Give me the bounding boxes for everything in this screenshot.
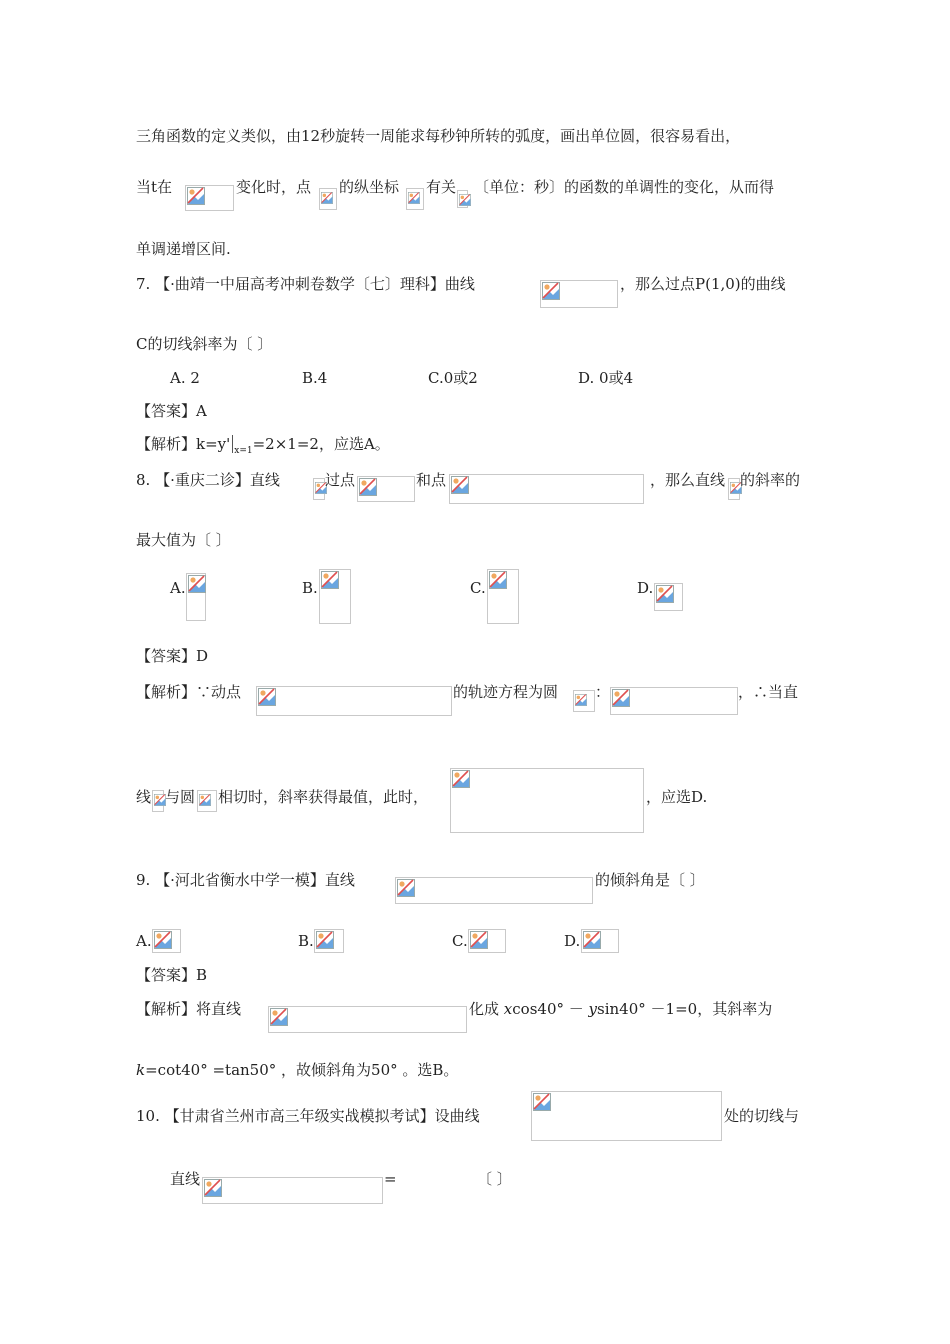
broken-image-icon [583, 931, 601, 949]
q8-option-a: A. [170, 579, 186, 597]
formula-image [152, 929, 181, 953]
q8-analysis-d: ，∴当直 [738, 683, 799, 701]
q7-analysis-b: =2×1=2，应选A。 [252, 435, 390, 453]
broken-image-icon [656, 585, 674, 603]
broken-image-icon [199, 792, 211, 808]
broken-image-icon [316, 931, 334, 949]
paragraph-line-2-a: 当t在 [136, 178, 173, 196]
q7-option-a: A. 2 [170, 369, 200, 387]
q7-option-b: B.4 [302, 369, 328, 387]
q9-answer: 【答案】B [136, 966, 208, 984]
q7-stem-a: 7. 【·曲靖一中届高考冲刺卷数学〔七〕理科】曲线 [136, 275, 475, 293]
q8-stem-c: 和点 [416, 471, 447, 489]
q9-option-b: B. [298, 932, 314, 950]
formula-image [152, 790, 164, 812]
broken-image-icon [612, 689, 630, 707]
q8-analysis-e: 线 [136, 788, 152, 806]
q7-answer: 【答案】A [136, 402, 207, 420]
formula-image [395, 877, 593, 904]
q7-stem-c: C的切线斜率为〔 〕 [136, 335, 273, 353]
broken-image-icon [397, 879, 415, 897]
broken-image-icon [575, 692, 587, 708]
formula-image [457, 190, 468, 208]
q7-option-c: C.0或2 [428, 369, 478, 387]
formula-image [468, 929, 506, 953]
q9-option-c: C. [452, 932, 468, 950]
q8-answer: 【答案】D [136, 647, 209, 665]
broken-image-icon [470, 931, 488, 949]
q8-option-c: C. [470, 579, 486, 597]
formula-image [202, 1177, 383, 1204]
formula-image [573, 690, 595, 712]
broken-image-icon [270, 1008, 288, 1026]
q8-stem-e: 的斜率的 [740, 471, 801, 489]
q10-stem-d: = [384, 1170, 397, 1188]
broken-image-icon [459, 192, 471, 208]
formula-image [185, 185, 234, 211]
q9-analysis-a: 【解析】将直线 [136, 1000, 242, 1018]
formula-image [581, 929, 619, 953]
q8-stem-f: 最大值为〔 〕 [136, 531, 231, 549]
broken-image-icon [321, 571, 339, 589]
var-k: k [136, 1061, 146, 1079]
q7-option-d: D. 0或4 [578, 369, 634, 387]
formula-image [450, 768, 644, 833]
q10-stem-b: 处的切线与 [724, 1107, 800, 1125]
var-y: y [588, 1000, 598, 1018]
formula-image [357, 476, 415, 502]
broken-image-icon [258, 688, 276, 706]
q10-stem-c: 直线 [170, 1170, 201, 1188]
paragraph-line-2-d: 有关 [426, 178, 457, 196]
broken-image-icon [452, 770, 470, 788]
q9-stem-b: 的倾斜角是〔 〕 [595, 871, 705, 889]
q7-analysis [136, 434, 390, 461]
q7-analysis-a: 【解析】k=y' [136, 435, 231, 453]
formula-image [487, 569, 519, 624]
q8-analysis-g: 相切时，斜率获得最值，此时， [218, 788, 429, 806]
q8-analysis-f: 与圆 [165, 788, 196, 806]
q8-analysis-a: 【解析】∵动点 [136, 683, 242, 701]
q9-stem-a: 9. 【·河北省衡水中学一模】直线 [136, 871, 355, 889]
q8-stem-a: 8. 【·重庆二诊】直线 [136, 471, 280, 489]
formula-image [610, 687, 738, 715]
paragraph-line-2-c: 的纵坐标 [339, 178, 400, 196]
evaluation-bar [232, 435, 253, 456]
formula-image [256, 686, 452, 716]
q8-analysis-b: 的轨迹方程为圆 [453, 683, 559, 701]
q8-option-d: D. [637, 579, 654, 597]
formula-image [406, 188, 424, 210]
q10-stem-e: 〔 〕 [477, 1170, 512, 1188]
broken-image-icon [542, 282, 560, 300]
paragraph-line-2-b: 变化时，点 [236, 178, 312, 196]
q8-analysis-c: ： [595, 683, 611, 701]
broken-image-icon [533, 1093, 551, 1111]
q9-analysis-b-text: 化成 [469, 1000, 500, 1018]
broken-image-icon [187, 187, 205, 205]
q9-option-a: A. [136, 932, 152, 950]
broken-image-icon [489, 571, 507, 589]
q8-stem-d: ，那么直线 [650, 471, 726, 489]
q8-stem-b: 过点 [325, 471, 356, 489]
formula-image [313, 478, 325, 500]
q9-analysis-b [469, 999, 772, 1019]
formula-image [728, 478, 740, 500]
q7-stem-b: ，那么过点P(1,0)的曲线 [620, 275, 786, 293]
q7-analysis-sub: x=1 [234, 446, 253, 456]
q9-analysis-d: sin40° －1=0，其斜率为 [597, 1000, 773, 1018]
q9-analysis-e-text: =cot40° =tan50° ，故倾斜角为50° 。选B。 [145, 1061, 459, 1079]
q9-option-d: D. [564, 932, 581, 950]
paragraph-line-2-e: 〔单位：秒〕的函数的单调性的变化，从而得 [474, 178, 775, 196]
broken-image-icon [154, 931, 172, 949]
formula-image [314, 929, 344, 953]
formula-image [654, 583, 683, 611]
broken-image-icon [188, 575, 206, 593]
var-x: x [503, 1000, 513, 1018]
q8-option-b: B. [302, 579, 318, 597]
broken-image-icon [408, 190, 420, 206]
q9-analysis-c: cos40° － [512, 1000, 584, 1018]
formula-image [197, 790, 217, 812]
broken-image-icon [359, 478, 377, 496]
formula-image [319, 188, 337, 210]
formula-image [268, 1006, 467, 1033]
broken-image-icon [451, 476, 469, 494]
formula-image [319, 569, 351, 624]
broken-image-icon [321, 190, 333, 206]
formula-image [186, 573, 206, 621]
paragraph-line-1: 三角函数的定义类似，由12秒旋转一周能求每秒钟所转的弧度，画出单位圆，很容易看出， [136, 127, 741, 145]
q9-analysis-e [136, 1060, 458, 1080]
q10-stem-a: 10. 【甘肃省兰州市高三年级实战模拟考试】设曲线 [136, 1107, 480, 1125]
formula-image [449, 474, 644, 504]
paragraph-line-3: 单调递增区间. [136, 240, 231, 258]
formula-image [531, 1091, 722, 1141]
formula-image [540, 280, 618, 308]
broken-image-icon [204, 1179, 222, 1197]
q8-analysis-h: ，应选D. [646, 788, 708, 806]
